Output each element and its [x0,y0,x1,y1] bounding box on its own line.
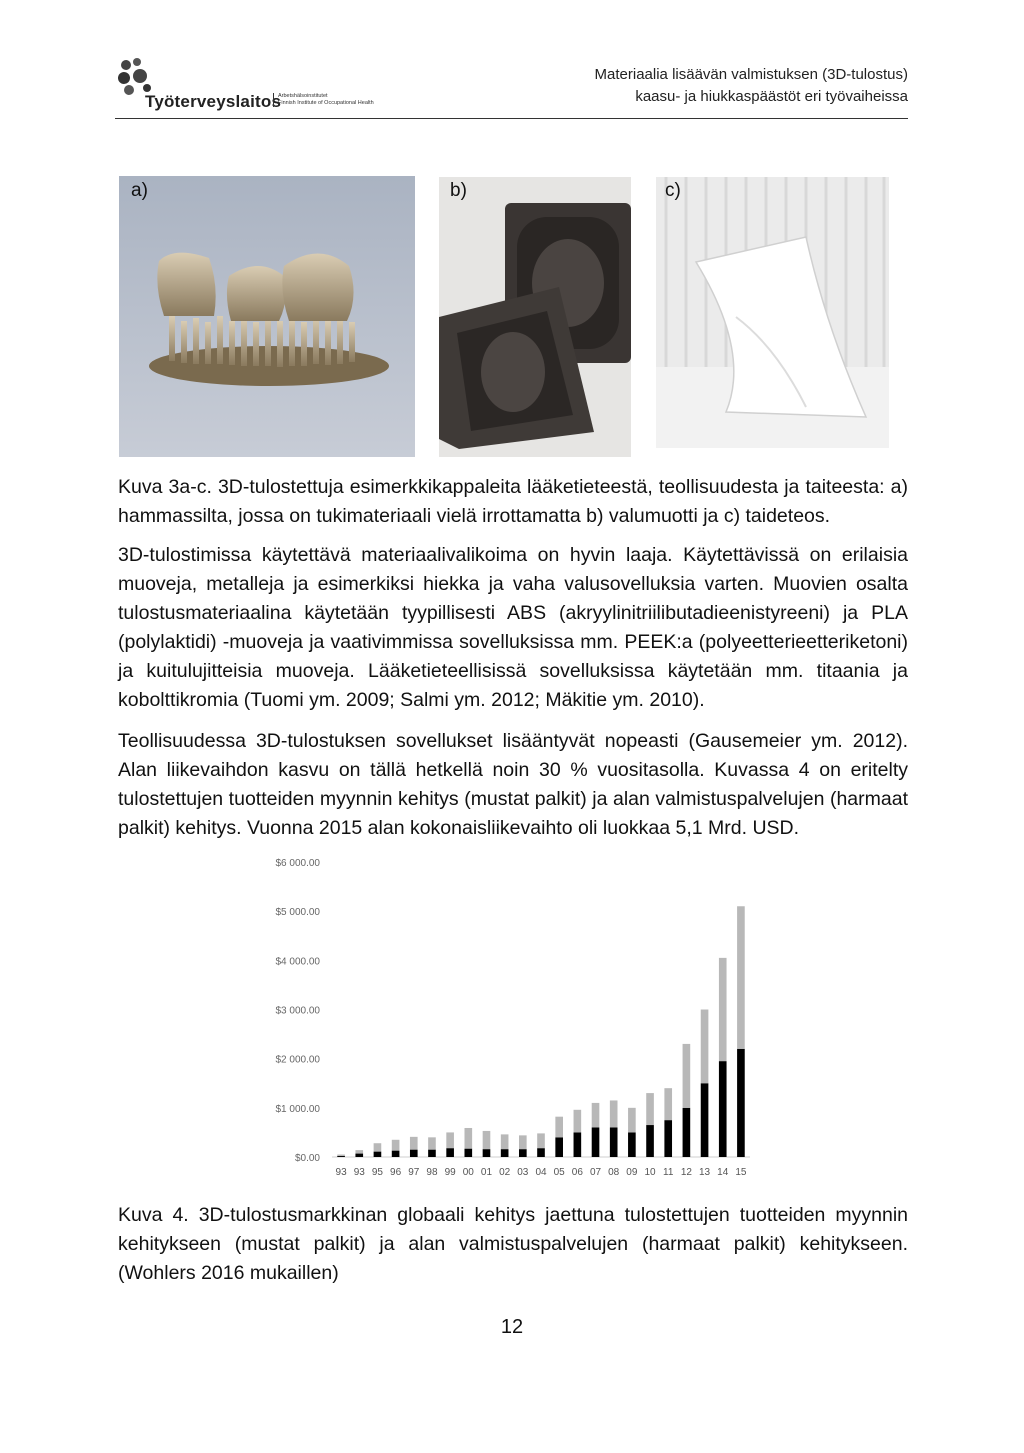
x-tick-label: 01 [480,1167,493,1178]
x-tick-label: 93 [335,1167,347,1178]
logo-wordmark: Työterveyslaitos [145,92,282,111]
running-title-line-1: Materiaalia lisäävän valmistuksen (3D-tulostus) [594,66,908,83]
bar-products [664,1120,672,1157]
x-tick-label: 03 [517,1167,529,1178]
x-tick-label: 10 [644,1167,656,1178]
running-title-line-2: kaasu- ja hiukkaspäästöt eri työvaiheissa [635,88,908,105]
bar-products [701,1083,709,1157]
x-tick-label: 00 [462,1167,474,1178]
bar-products [610,1128,618,1158]
bar-products [683,1108,691,1157]
bar-products [737,1049,745,1157]
photo-label-c: c) [665,180,681,201]
bar-services [628,1108,636,1133]
bar-services [374,1143,382,1151]
bar-services [737,906,745,1049]
bar-services [574,1110,582,1133]
bar-products [646,1125,654,1157]
bar-products [555,1137,563,1157]
bar-services [464,1128,472,1149]
bar-products [537,1148,545,1157]
bar-products [628,1132,636,1157]
x-tick-label: 02 [499,1167,511,1178]
bar-products [428,1150,436,1157]
bar-products [355,1154,363,1157]
figure-4-caption: Kuva 4. 3D-tulostusmarkkinan globaali kehitys jaettuna tulostettujen tuotteiden myynnin kehitykseen (mustat palkit) ja alan valmistuspalvelujen (harmaat palkit) kehitykseen. (Wohlers 2016 mukaillen) [118,1204,908,1284]
x-tick-label: 05 [553,1167,565,1178]
bar-products [446,1148,454,1157]
y-tick-label: $5 000.00 [275,907,320,919]
y-tick-label: $4 000.00 [275,956,320,968]
bar-products [337,1156,345,1157]
x-tick-label: 07 [589,1167,602,1178]
bar-services [610,1100,618,1127]
photo-casting-mold [439,177,631,457]
bar-services [428,1137,436,1149]
x-tick-label: 15 [735,1167,747,1178]
bar-services [555,1117,563,1138]
y-tick-label: $2 000.00 [275,1054,320,1066]
x-tick-label: 11 [663,1167,674,1178]
bar-services [683,1044,691,1108]
y-tick-label: $1 000.00 [275,1103,320,1115]
bar-products [483,1149,491,1157]
x-tick-label: 04 [535,1167,547,1178]
photo-artwork [656,177,889,448]
x-tick-label: 06 [571,1167,583,1178]
bar-services [592,1103,600,1128]
bar-services [501,1134,509,1149]
photo-label-a: a) [131,180,148,201]
bar-services [701,1010,709,1084]
page-number: 12 [500,1316,524,1338]
bar-services [483,1131,491,1149]
x-tick-label: 98 [426,1167,438,1178]
bar-services [337,1155,345,1156]
bar-services [537,1133,545,1148]
x-tick-label: 93 [353,1167,365,1178]
running-title [595,64,908,108]
x-tick-label: 09 [626,1167,638,1178]
bar-services [719,958,727,1061]
x-tick-label: 12 [680,1167,692,1178]
x-tick-label: 97 [408,1167,420,1178]
logo-subtitle: Arbetshälsoinstitutet Finnish Institute of Occupational Health [273,93,374,107]
x-tick-label: 95 [371,1167,383,1178]
bar-services [664,1088,672,1120]
market-growth-chart [260,850,760,1185]
bar-services [519,1135,527,1149]
x-tick-label: 96 [390,1167,402,1178]
photo-dental-bridge [119,176,415,457]
bar-products [410,1150,418,1157]
page-header [115,52,908,119]
bar-products [374,1152,382,1157]
y-tick-label: $6 000.00 [275,858,320,869]
bar-products [392,1151,400,1157]
figure-3-caption: Kuva 3a-c. 3D-tulostettuja esimerkkikappaleita lääketieteestä, teollisuudesta ja taiteesta: a) hammassilta, jossa on tukimateriaali vielä irrottamatta b) valumuotti ja c) taideteos. [118,476,908,527]
bar-services [646,1093,654,1125]
bar-services [446,1132,454,1148]
x-tick-label: 99 [444,1167,456,1178]
photo-label-b: b) [450,180,467,201]
x-tick-label: 14 [717,1167,729,1178]
bar-products [719,1061,727,1157]
bar-products [501,1149,509,1157]
y-tick-label: $3 000.00 [275,1005,320,1017]
bar-services [392,1140,400,1151]
y-tick-label: $0.00 [294,1153,320,1164]
bar-products [574,1132,582,1157]
bar-products [464,1149,472,1157]
bar-services [410,1137,418,1150]
x-tick-label: 13 [699,1167,711,1178]
paragraph-industry: Teollisuudessa 3D-tulostuksen sovellukset lisääntyvät nopeasti (Gausemeier ym. 2012). Alan liikevaihdon kasvu on tällä hetkellä noin 30 % vuositasolla. Kuvassa 4 on eritelty tulostettujen tuotteiden myynnin kehitys (mustat palkit) ja alan valmistuspalvelujen (harmaat palkit) kehitys. Vuonna 2015 alan kokonaisliikevaihto oli luokkaa 5,1 Mrd. USD. [118,730,908,839]
bar-chart-svg [260,850,760,1185]
bar-products [592,1128,600,1158]
paragraph-materials: 3D-tulostimissa käytettävä materiaalivalikoima on hyvin laaja. Käytettävissä on erilaisia muoveja, metalleja ja esimerkiksi hiekka ja vaha valusovelluksia varten. Muovien osalta tulostusmateriaalina käytetään tyypillisesti ABS (akryylinitriilibutadieenistyreeni) ja PLA (polylaktidi) -muoveja ja vaativimmissa sovelluksissa mm. PEEK:a (polyeetterieetteriketoni) ja kuitulujitteisia muoveja. Lääketieteellisissä sovelluksissa käytetään mm. titaania ja kobolttikromia (Tuomi ym. 2009; Salmi ym. 2012; Mäkitie ym. 2010). [118,544,908,711]
institute-logo [115,56,415,112]
x-tick-label: 08 [608,1167,620,1178]
bar-services [355,1150,363,1153]
bar-products [519,1149,527,1157]
